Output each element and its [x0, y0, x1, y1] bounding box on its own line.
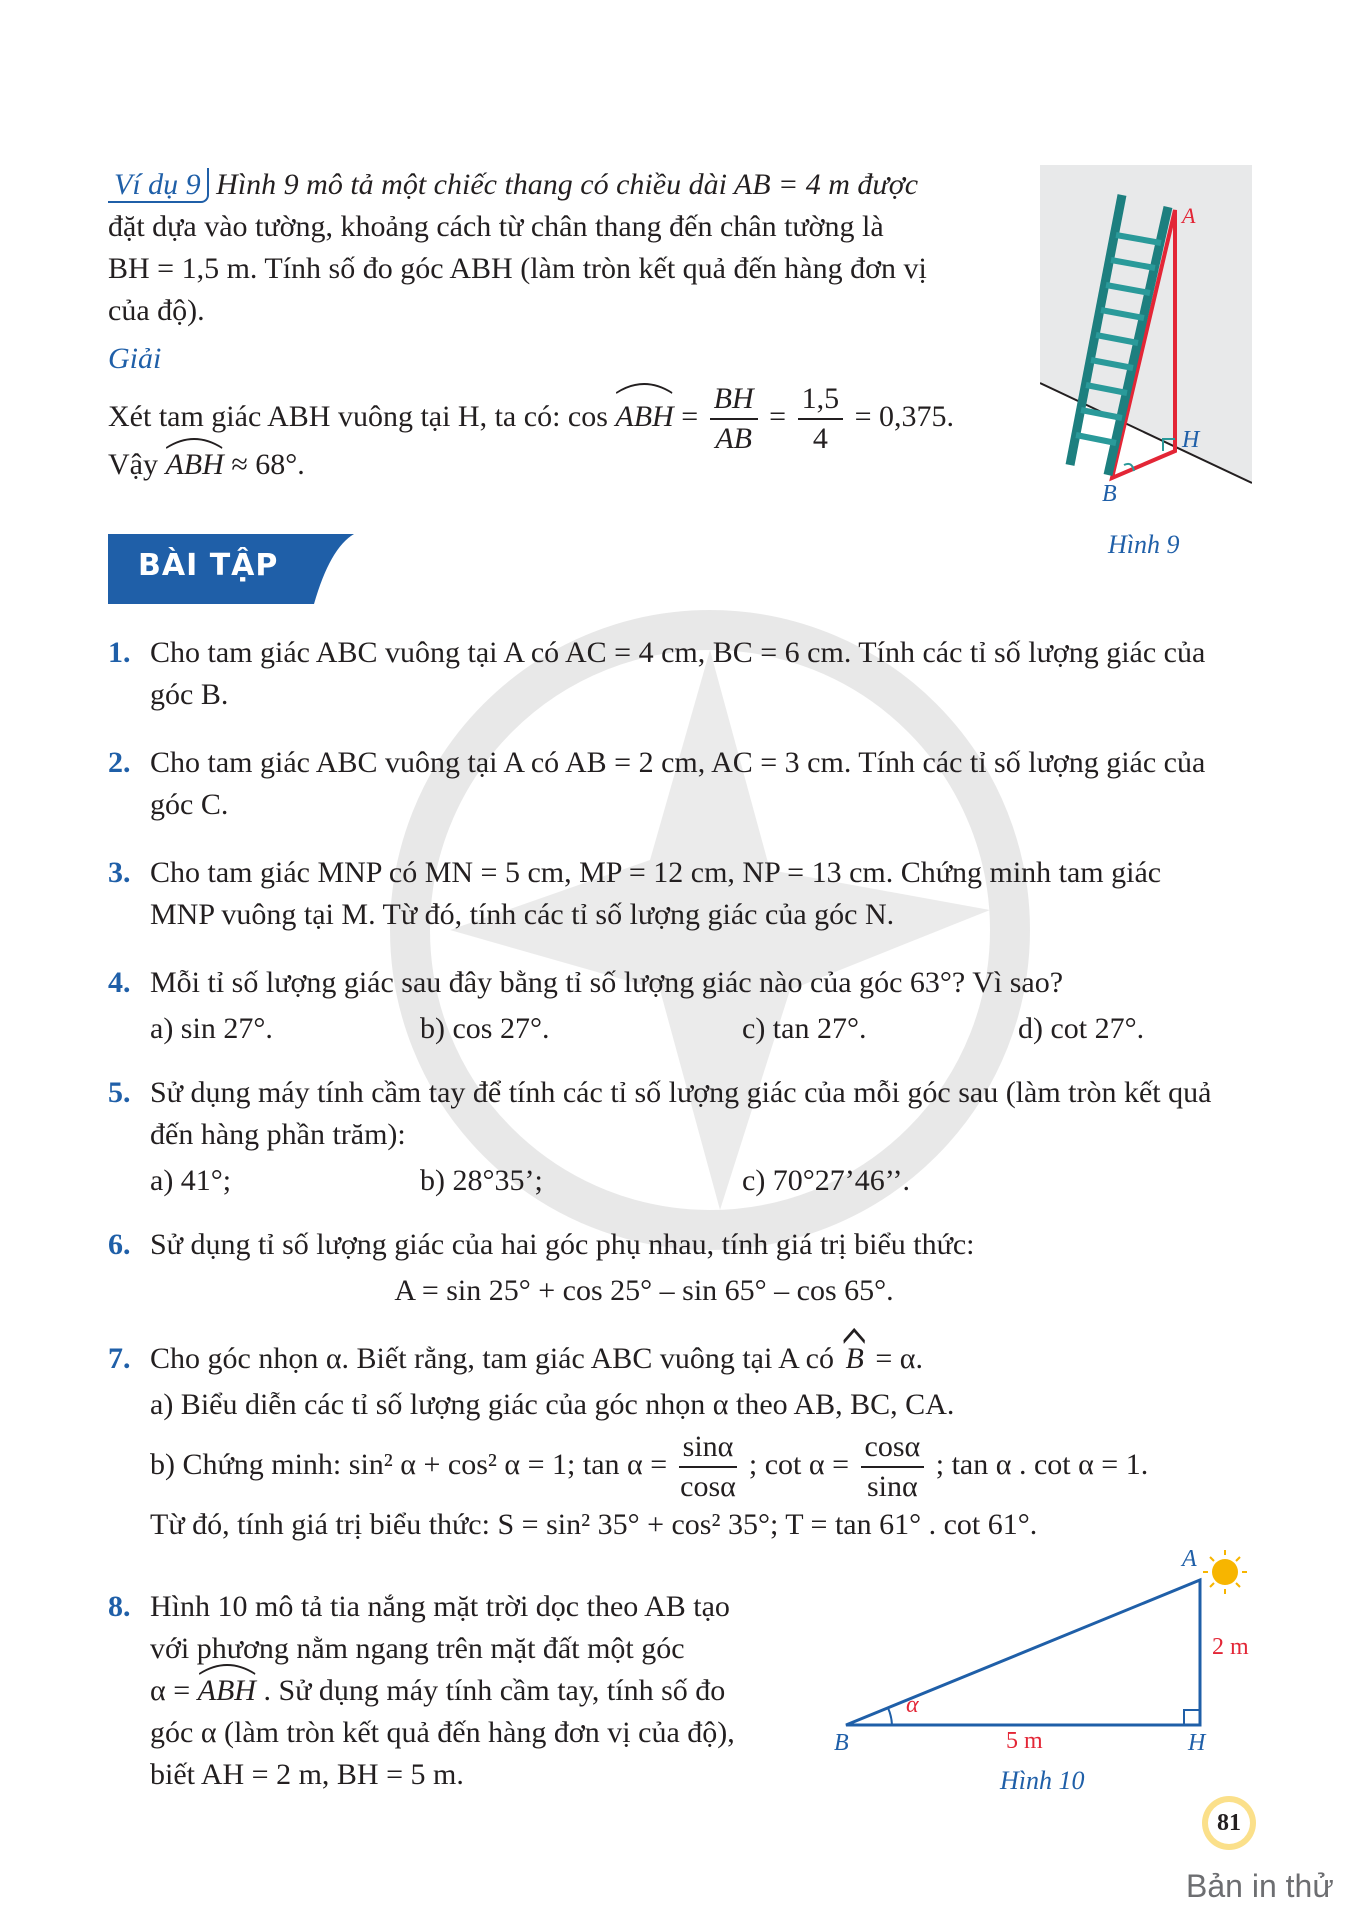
exercise-text: góc α (làm tròn kết quả đến hàng đơn vị của độ),: [150, 1716, 735, 1749]
label-h: H: [1182, 427, 1200, 453]
exercise-4: [108, 962, 1258, 1072]
exercise-number: 4.: [108, 966, 131, 999]
exercise-7-b: b) Chứng minh: sin² α + cos² α = 1; tan α = $\frac{\sin\alpha}{\cos\alpha}$ ; cot α = $\frac{\cos\alpha}{\sin\alpha}$ ; tan α . cot α = 1.: [150, 1428, 1258, 1492]
page-number-badge: [1202, 1796, 1256, 1850]
option-a: a) sin 27°.: [150, 1012, 273, 1045]
option-a: a) 41°;: [150, 1164, 232, 1197]
exercise-text: Sử dụng tỉ số lượng giác của hai góc phụ nhau, tính giá trị biểu thức:: [150, 1228, 975, 1261]
angle-abh: ABH: [615, 389, 673, 445]
label-side-bh: 5 m: [1006, 1728, 1043, 1754]
exercise-3: [108, 852, 1258, 962]
figure-10-caption: Hình 10: [1000, 1766, 1085, 1795]
exercise-7-line-1: Cho góc nhọn α. Biết rằng, tam giác ABC vuông tại A có B = α.: [150, 1338, 1258, 1380]
exercise-5-options: [150, 1156, 1258, 1204]
exercise-text: góc C.: [150, 788, 229, 821]
option-b: b) cos 27°.: [420, 1012, 550, 1045]
solution-line-1: Xét tam giác ABH vuông tại H, ta có: cos ABH = $\frac{BH}{AB}$ = $\frac{1,5}{4}$ = 0,375.: [108, 380, 1008, 436]
option-c: c) 70°27’46’’.: [742, 1164, 911, 1197]
section-header: [108, 534, 354, 604]
exercise-1: [108, 632, 1258, 742]
exercise-number: 8.: [108, 1590, 131, 1623]
exercise-text: Cho tam giác MNP có MN = 5 cm, MP = 12 cm, NP = 13 cm. Chứng minh tam giác: [150, 856, 1162, 889]
exercise-number: 2.: [108, 746, 131, 779]
exercise-6: [108, 1224, 1258, 1338]
exercise-4-options: [150, 1004, 1258, 1052]
exercise-text: với phương nằm ngang trên mặt đất một góc: [150, 1632, 685, 1665]
triangle-diagram: [830, 1540, 1270, 1760]
exercise-6-formula: A = sin 25° + cos 25° – sin 65° – cos 65°.: [394, 1274, 894, 1307]
solution-label: Giải: [108, 342, 162, 375]
exercise-text: góc B.: [150, 678, 229, 711]
exercise-7-last: Từ đó, tính giá trị biểu thức: S = sin² 35° + cos² 35°; T = tan 61° . cot 61°.: [150, 1508, 1038, 1541]
example-line-1: [108, 164, 1008, 206]
solution-text: Xét tam giác ABH vuông tại H, ta có: cos: [108, 399, 608, 433]
exercise-text: đến hàng phần trăm):: [150, 1118, 406, 1151]
exercise-number: 5.: [108, 1076, 131, 1109]
label-alpha: α: [906, 1692, 919, 1718]
exercise-text: MNP vuông tại M. Từ đó, tính các tỉ số lượng giác của góc N.: [150, 898, 895, 931]
example-block: [108, 164, 1008, 486]
exercise-number: 1.: [108, 636, 131, 669]
ladder-illustration: [1040, 165, 1252, 517]
exercise-text: Cho tam giác ABC vuông tại A có AC = 4 cm, BC = 6 cm. Tính các tỉ số lượng giác của: [150, 636, 1206, 669]
example-line-2: đặt dựa vào tường, khoảng cách từ chân thang đến chân tường là: [108, 210, 884, 243]
solution-result: = 0,375.: [854, 399, 954, 433]
exercise-number: 6.: [108, 1228, 131, 1261]
label-b: B: [834, 1730, 849, 1756]
example-text: Hình 9 mô tả một chiếc thang có chiều dài AB = 4 m được: [216, 168, 919, 201]
example-line-3: BH = 1,5 m. Tính số đo góc ABH (làm tròn kết quả đến hàng đơn vị: [108, 252, 927, 285]
footer-text: Bản in thử: [1186, 1868, 1334, 1904]
exercise-text: Cho tam giác ABC vuông tại A có AB = 2 cm, AC = 3 cm. Tính các tỉ số lượng giác của: [150, 746, 1206, 779]
exercise-number: 3.: [108, 856, 131, 889]
section-title: BÀI TẬP: [138, 548, 279, 583]
figure-9-caption: Hình 9: [1108, 530, 1180, 559]
exercise-8-line-3: α = ABH . Sử dụng máy tính cầm tay, tính số đo: [150, 1670, 800, 1712]
figure-10: [830, 1540, 1270, 1760]
exercise-5: [108, 1072, 1258, 1224]
sun-icon: [1203, 1550, 1247, 1594]
label-h: H: [1188, 1730, 1206, 1756]
exercise-text: Hình 10 mô tả tia nắng mặt trời dọc theo AB tạo: [150, 1590, 730, 1623]
option-b: b) 28°35’;: [420, 1164, 543, 1197]
label-a: A: [1182, 1546, 1197, 1572]
example-tag: Ví dụ 9: [108, 168, 209, 203]
exercise-2: [108, 742, 1258, 852]
exercise-text: biết AH = 2 m, BH = 5 m.: [150, 1758, 464, 1791]
label-side-ah: 2 m: [1212, 1634, 1249, 1660]
angle-b: B: [841, 1338, 867, 1380]
option-c: c) tan 27°.: [742, 1012, 867, 1045]
angle-abh-3: ABH: [198, 1670, 256, 1712]
exercise-7: [108, 1338, 1258, 1570]
fraction-cos-sin: $\frac{\cos\alpha}{\sin\alpha}$: [861, 1428, 925, 1506]
exercise-text: Mỗi tỉ số lượng giác sau đây bằng tỉ số lượng giác nào của góc 63°? Vì sao?: [150, 966, 1064, 999]
fraction-bh-ab: $\frac{BH}{AB}$: [710, 380, 758, 458]
angle-abh-2: ABH: [165, 444, 223, 486]
fraction-sin-cos: $\frac{\sin\alpha}{\cos\alpha}$: [680, 1430, 736, 1503]
page-number: 81: [1208, 1802, 1250, 1844]
exercise-text: Sử dụng máy tính cầm tay để tính các tỉ số lượng giác của mỗi góc sau (làm tròn kết quả: [150, 1076, 1212, 1109]
option-d: d) cot 27°.: [1018, 1012, 1145, 1045]
exercise-number: 7.: [108, 1342, 131, 1375]
exercise-7-a: a) Biểu diễn các tỉ số lượng giác của góc nhọn α theo AB, BC, CA.: [150, 1388, 955, 1421]
fraction-1-5-4: $\frac{1,5}{4}$: [798, 380, 844, 458]
example-line-4: của độ).: [108, 294, 205, 327]
exercise-8: [108, 1586, 800, 1806]
label-b: B: [1102, 481, 1117, 507]
label-a: A: [1182, 203, 1196, 228]
figure-9: [1040, 165, 1252, 517]
solution-line-2: Vậy ABH ≈ 68°.: [108, 444, 1008, 486]
